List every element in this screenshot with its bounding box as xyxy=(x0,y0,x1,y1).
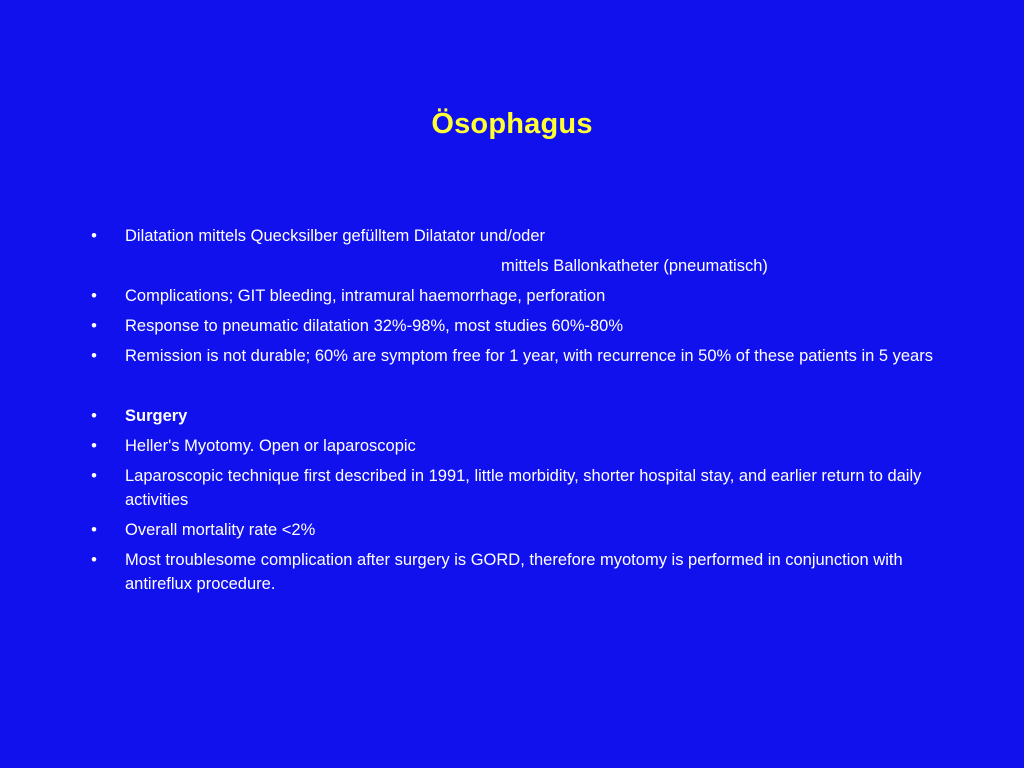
bullet-heading-text: Surgery xyxy=(125,407,188,425)
bullet-text: Most troublesome complication after surgery is GORD, therefore myotomy is performed in conjunction with antireflux procedure. xyxy=(125,551,903,593)
bullet-item xyxy=(88,344,948,368)
bullet-icon: • xyxy=(91,317,97,335)
bullet-icon: • xyxy=(91,347,97,365)
bullet-text: Overall mortality rate <2% xyxy=(125,521,316,539)
slide-title: Ösophagus xyxy=(431,108,593,140)
bullet-icon: • xyxy=(91,437,97,455)
bullet-continuation xyxy=(88,254,948,278)
bullet-list xyxy=(88,224,948,602)
bullet-icon: • xyxy=(91,551,97,569)
bullet-item xyxy=(88,434,948,458)
bullet-item xyxy=(88,518,948,542)
bullet-item xyxy=(88,314,948,338)
bullet-text: Heller's Myotomy. Open or laparoscopic xyxy=(125,437,416,455)
bullet-item xyxy=(88,224,948,248)
bullet-icon: • xyxy=(91,407,97,425)
bullet-text: Complications; GIT bleeding, intramural haemorrhage, perforation xyxy=(125,287,606,305)
bullet-icon: • xyxy=(91,287,97,305)
bullet-text: Response to pneumatic dilatation 32%-98%, most studies 60%-80% xyxy=(125,317,624,335)
bullet-text: Remission is not durable; 60% are symptom free for 1 year, with recurrence in 50% of these patients in 5 years xyxy=(125,347,933,365)
bullet-item xyxy=(88,548,948,596)
bullet-icon: • xyxy=(91,467,97,485)
bullet-icon: • xyxy=(91,521,97,539)
bullet-item xyxy=(88,464,948,512)
bullet-icon: • xyxy=(91,227,97,245)
bullet-item xyxy=(88,284,948,308)
bullet-text: Laparoscopic technique first described in 1991, little morbidity, shorter hospital stay, and earlier return to daily activities xyxy=(125,467,922,509)
bullet-text: mittels Ballonkatheter (pneumatisch) xyxy=(501,257,768,275)
bullet-spacer xyxy=(88,374,948,398)
bullet-text: Dilatation mittels Quecksilber gefülltem Dilatator und/oder xyxy=(125,227,546,245)
bullet-item-heading xyxy=(88,404,948,428)
